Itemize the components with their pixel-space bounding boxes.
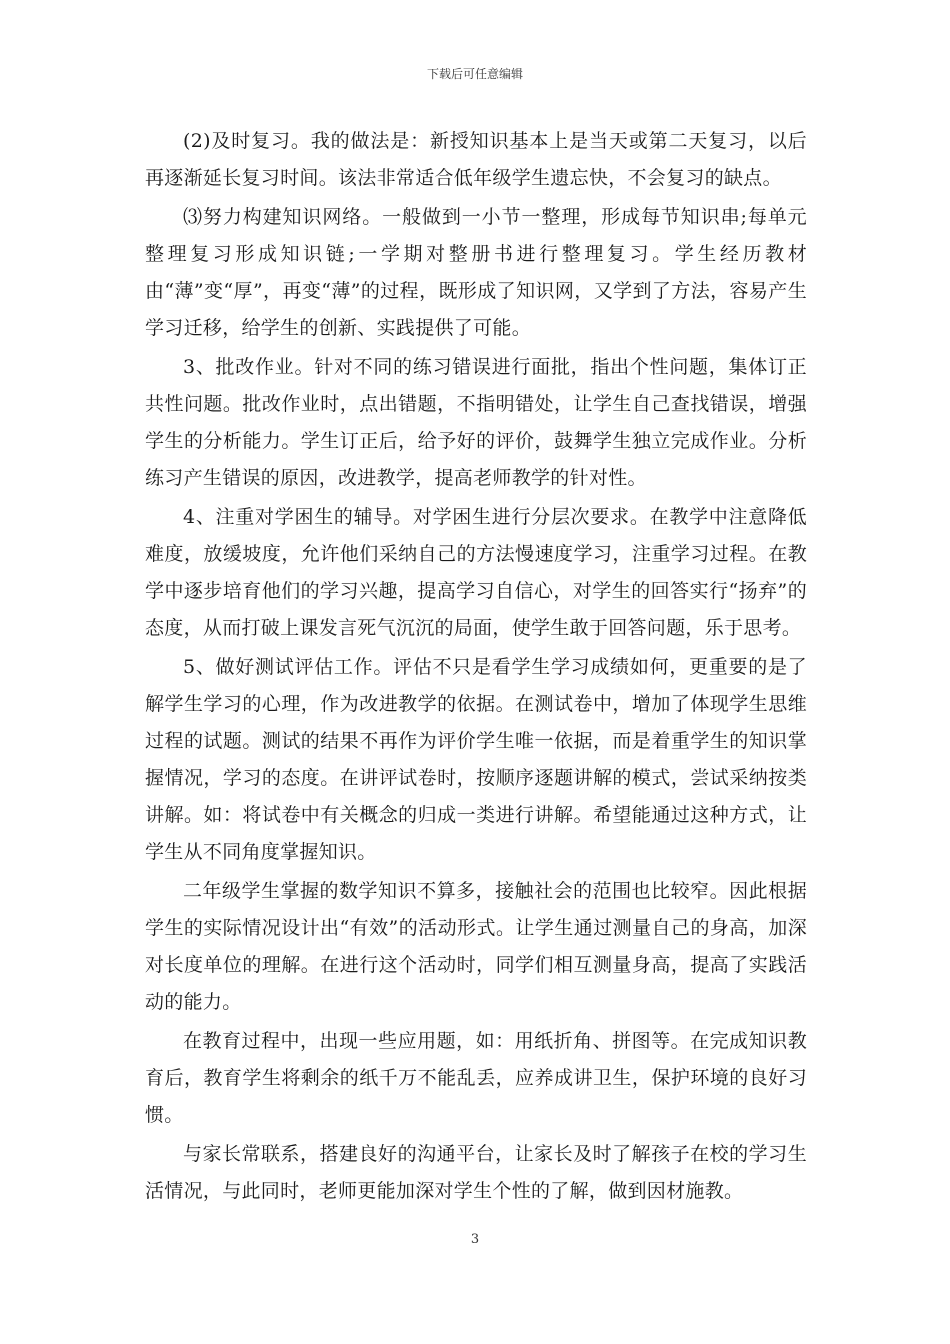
paragraph-environment-education: 在教育过程中，出现一些应用题，如：用纸折角、拼图等。在完成知识教育后，教育学生将剩余的纸千万不能乱丢，应养成讲卫生，保护环境的良好习惯。 (145, 1030, 807, 1126)
paragraph-testing-evaluation: 5、做好测试评估工作。评估不只是看学生学习成绩如何，更重要的是了解学生学习的心理，作为改进教学的依据。在测试卷中，增加了体现学生思维过程的试题。测试的结果不再作为评价学生唯一依据，而是着重学生的知识掌握情况，学习的态度。在讲评试卷时，按顺序逐题讲解的模式，尝试采纳按类讲解。如：将试卷中有关概念的归成一类进行讲解。希望能通过这种方式，让学生从不同角度掌握知识。 (145, 656, 807, 863)
paragraph-activities: 二年级学生掌握的数学知识不算多，接触社会的范围也比较窄。因此根据学生的实际情况设计出“有效”的活动形式。让学生通过测量自己的身高，加深对长度单位的理解。在进行这个活动时，同学们相互测量身高，提高了实践活动的能力。 (145, 880, 807, 1013)
document-body (145, 123, 807, 1210)
paragraph-review-timely: (2)及时复习。我的做法是：新授知识基本上是当天或第二天复习，以后再逐渐延长复习时间。该法非常适合低年级学生遗忘快，不会复习的缺点。 (145, 130, 807, 189)
paragraph-parent-contact: 与家长常联系，搭建良好的沟通平台，让家长及时了解孩子在校的学习生活情况，与此同时，老师更能加深对学生个性的了解，做到因材施教。 (145, 1143, 807, 1202)
paragraph-struggling-students: 4、注重对学困生的辅导。对学困生进行分层次要求。在教学中注意降低难度，放缓坡度，允许他们采纳自己的方法慢速度学习，注重学习过程。在教学中逐步培育他们的学习兴趣，提高学习自信心，对学生的回答实行“扬弃”的态度，从而打破上课发言死气沉沉的局面，使学生敢于回答问题，乐于思考。 (145, 506, 807, 639)
page-number: 3 (470, 1232, 480, 1247)
page-header: 下载后可任意编辑 (426, 67, 523, 81)
paragraph-homework-correction: 3、批改作业。针对不同的练习错误进行面批，指出个性问题，集体订正共性问题。批改作业时，点出错题，不指明错处，让学生自己查找错误，增强学生的分析能力。学生订正后，给予好的评价，鼓舞学生独立完成作业。分析练习产生错误的原因，改进教学，提高老师教学的针对性。 (145, 356, 807, 489)
paragraph-knowledge-network: ⑶努力构建知识网络。一般做到一小节一整理，形成每节知识串;每单元整理复习形成知识链;一学期对整册书进行整理复习。学生经历教材由“薄”变“厚”，再变“薄”的过程，既形成了知识网，又学到了方法，容易产生学习迁移，给学生的创新、实践提供了可能。 (145, 206, 807, 339)
